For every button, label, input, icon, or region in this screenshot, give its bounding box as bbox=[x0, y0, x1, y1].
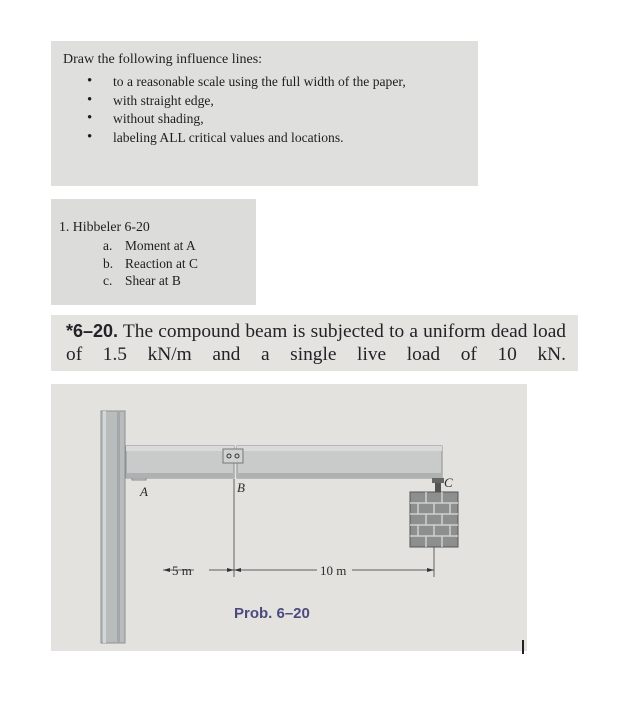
arrowhead-icon bbox=[234, 568, 241, 572]
assignment-list bbox=[103, 237, 198, 290]
assignment-card bbox=[51, 199, 256, 305]
roller-support-c bbox=[435, 483, 441, 492]
column-flange bbox=[103, 411, 106, 643]
instruction-item: • labeling ALL critical values and locations. bbox=[87, 129, 406, 148]
masonry-pier bbox=[410, 492, 458, 547]
assignment-item bbox=[103, 237, 198, 255]
problem-statement bbox=[66, 320, 566, 366]
arrowhead-icon bbox=[227, 568, 234, 572]
instruction-item: • without shading, bbox=[87, 110, 406, 129]
label-c: C bbox=[444, 475, 453, 490]
beam-bottom-flange bbox=[237, 473, 442, 478]
beam-top-flange bbox=[237, 446, 442, 451]
item-text: Reaction at C bbox=[125, 255, 198, 271]
assignment-title: 1. Hibbeler 6-20 bbox=[59, 219, 150, 234]
problem-card bbox=[51, 315, 578, 371]
label-a: A bbox=[140, 484, 148, 499]
item-text: Moment at A bbox=[125, 238, 196, 253]
item-marker: b. bbox=[103, 255, 114, 271]
item-text: Shear at B bbox=[125, 273, 181, 288]
bearing-plate bbox=[432, 478, 444, 483]
column-flange bbox=[117, 411, 120, 643]
figure-panel bbox=[51, 384, 527, 651]
problem-text: The compound beam is subjected to a uniform dead load of 1.5 kN/m and a single live load of 10 kN. bbox=[66, 321, 567, 365]
dimension-label-left: 5 m bbox=[172, 563, 192, 578]
dimension-label-right: 10 m bbox=[320, 563, 347, 578]
arrowhead-icon bbox=[163, 568, 170, 572]
page-edge-mark bbox=[522, 640, 524, 654]
beam-bottom-flange bbox=[126, 473, 234, 478]
instructions-list bbox=[87, 73, 406, 147]
figure-caption: Prob. 6–20 bbox=[234, 605, 310, 622]
arrowhead-icon bbox=[427, 568, 434, 572]
instructions-title: Draw the following influence lines: bbox=[63, 52, 263, 67]
beam-top-flange bbox=[126, 446, 234, 451]
assignment-item bbox=[103, 255, 198, 273]
instruction-item: • with straight edge, bbox=[87, 92, 406, 111]
label-b: B bbox=[237, 480, 245, 495]
problem-number: *6–20. bbox=[66, 321, 119, 341]
item-marker: c. bbox=[103, 273, 113, 288]
beam-diagram bbox=[51, 384, 527, 651]
instruction-item: • to a reasonable scale using the full width of the paper, bbox=[87, 73, 406, 92]
instructions-card bbox=[51, 41, 478, 186]
hinge-b bbox=[223, 449, 243, 463]
item-marker: a. bbox=[103, 238, 113, 253]
assignment-item bbox=[103, 272, 198, 290]
